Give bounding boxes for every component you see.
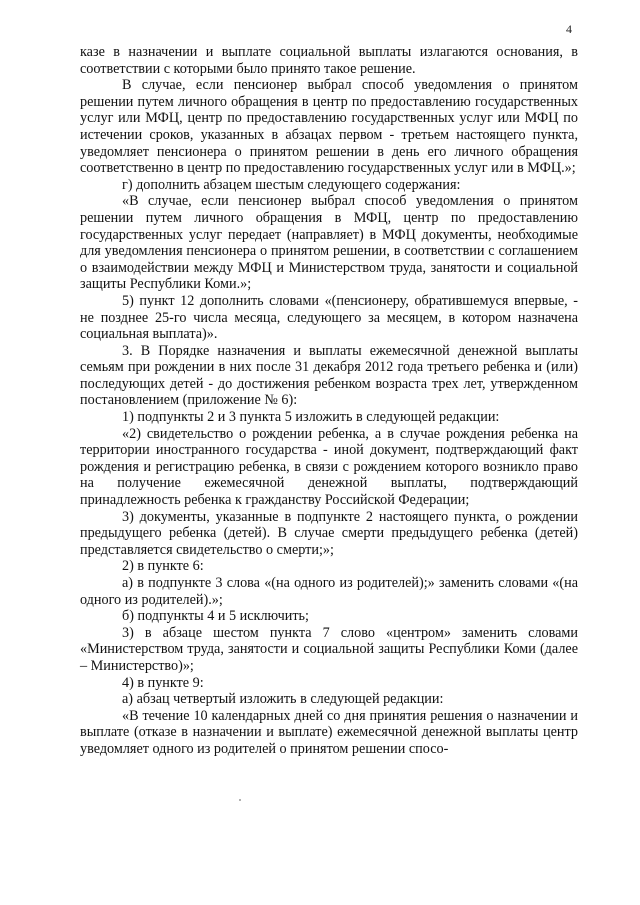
paragraph: «2) свидетельство о рождении ребенка, а в случае рождения ребенка на территории иностранного государства - иной документ, подтверждающий факт рождения и регистрацию ребенка, в связи с рождением которого возникло право на получение ежемесячной денежной выплаты, подтверждающий принадлежность ребенка к гражданству Российской Федерации; [80, 425, 578, 509]
paragraph: 2) в пункте 6: [122, 558, 204, 575]
paragraph: В случае, если пенсионер выбрал способ уведомления о принятом решении путем личного обращения в центр по предоставлению государственных услуг или МФЦ, центр по предоставлению государственных услуг или МФЦ по истечении сроков, указанных в абзацах первом - третьем настоящего пункта, уведомляет пенсионера о принятом решении в день его личного обращения соответственно в центр по предоставлению государственных услуг или в МФЦ.»; [80, 77, 578, 177]
paragraph: а) абзац четвертый изложить в следующей редакции: [122, 691, 444, 708]
paragraph: 3) в абзаце шестом пункта 7 слово «центром» заменить словами «Министерством труда, занятости и социальной защиты Республики Коми (далее – Министерство)»; [80, 624, 578, 674]
paragraph: б) подпункты 4 и 5 исключить; [122, 608, 309, 625]
document-body [80, 44, 578, 758]
paragraph: г) дополнить абзацем шестым следующего содержания: [122, 176, 461, 193]
scan-speck [239, 799, 241, 801]
paragraph: «В течение 10 календарных дней со дня принятия решения о назначении и выплате (отказе в назначении и выплате) ежемесячной денежной выплаты центр уведомляет одного из родителей о принятом решении спосо- [80, 707, 578, 757]
paragraph: 3. В Порядке назначения и выплаты ежемесячной денежной выплаты семьям при рождении в них после 31 декабря 2012 года третьего ребенка и (или) последующих детей - до достижения ребенком возраста трех лет, утвержденном постановлением (приложение № 6): [80, 342, 578, 409]
paragraph: а) в подпункте 3 слова «(на одного из родителей);» заменить словами «(на одного из родителей).»; [80, 575, 578, 608]
paragraph: «В случае, если пенсионер выбрал способ уведомления о принятом решении путем личного обращения в МФЦ, центр по предоставлению государственных услуг передает (направляет) в МФЦ документы, необходимые для уведомления пенсионера о принятом решении, в соответствии с соглашением о взаимодействии между МФЦ и Министерством труда, занятости и социальной защиты Республики Коми.»; [80, 193, 578, 293]
paragraph: 3) документы, указанные в подпункте 2 настоящего пункта, о рождении предыдущего ребенка (детей). В случае смерти предыдущего ребенка (детей) представляется свидетельство о смерти;»; [80, 508, 578, 558]
paragraph: 1) подпункты 2 и 3 пункта 5 изложить в следующей редакции: [122, 409, 500, 426]
page-number: 4 [566, 22, 572, 36]
paragraph: казе в назначении и выплате социальной выплаты излагаются основания, в соответствии с которыми было принято такое решение. [80, 44, 578, 77]
paragraph: 4) в пункте 9: [122, 674, 204, 691]
paragraph: 5) пункт 12 дополнить словами «(пенсионеру, обратившемуся впервые, - не позднее 25-го числа месяца, следующего за месяцем, в котором назначена социальная выплата)». [80, 292, 578, 343]
